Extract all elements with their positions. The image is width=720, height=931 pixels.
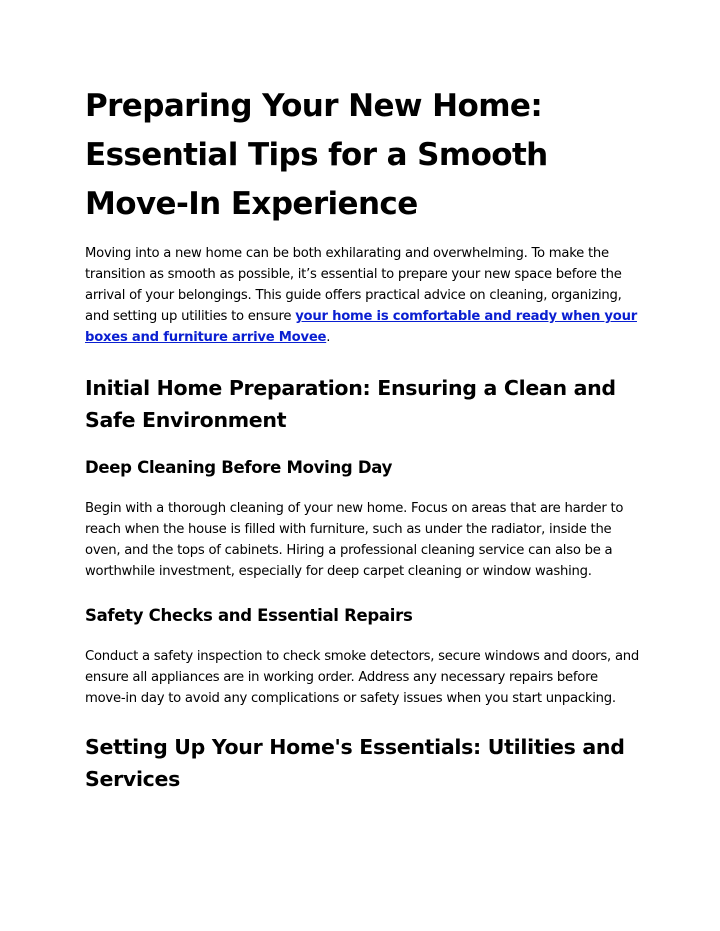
movee-link[interactable]: your home is comfortable and ready when your boxes and furniture arrive Movee bbox=[85, 309, 637, 345]
intro-paragraph bbox=[85, 243, 640, 348]
intro-text: Moving into a new home can be both exhilarating and overwhelming. To make the transition as smooth as possible, it’s essential to prepare your new space before the arrival of your belongings. This guide offers practical advice on cleaning, organizing, and setting up utilities to ensure bbox=[85, 246, 622, 324]
safety-checks-paragraph: Conduct a safety inspection to check smoke detectors, secure windows and doors, and ensure all appliances are in working order. Address any necessary repairs before move-in day to avoid any complications or safety issues when you start unpacking. bbox=[85, 649, 640, 706]
subheading-deep-cleaning: Deep Cleaning Before Moving Day bbox=[85, 458, 393, 477]
section-heading-initial-preparation: Initial Home Preparation: Ensuring a Clean and Safe Environment bbox=[85, 376, 616, 432]
page-title: Preparing Your New Home: Essential Tips for a Smooth Move-In Experience bbox=[85, 88, 548, 222]
document-page bbox=[85, 82, 640, 795]
intro-end: . bbox=[326, 330, 331, 345]
subheading-safety-checks: Safety Checks and Essential Repairs bbox=[85, 606, 413, 625]
deep-cleaning-paragraph: Begin with a thorough cleaning of your new home. Focus on areas that are harder to reach when the house is filled with furniture, such as under the radiator, inside the oven, and the tops of cabinets. Hiring a professional cleaning service can also be a worthwhile investment, especially for deep carpet cleaning or window washing. bbox=[85, 501, 624, 579]
section-heading-utilities: Setting Up Your Home's Essentials: Utilities and Services bbox=[85, 735, 625, 791]
